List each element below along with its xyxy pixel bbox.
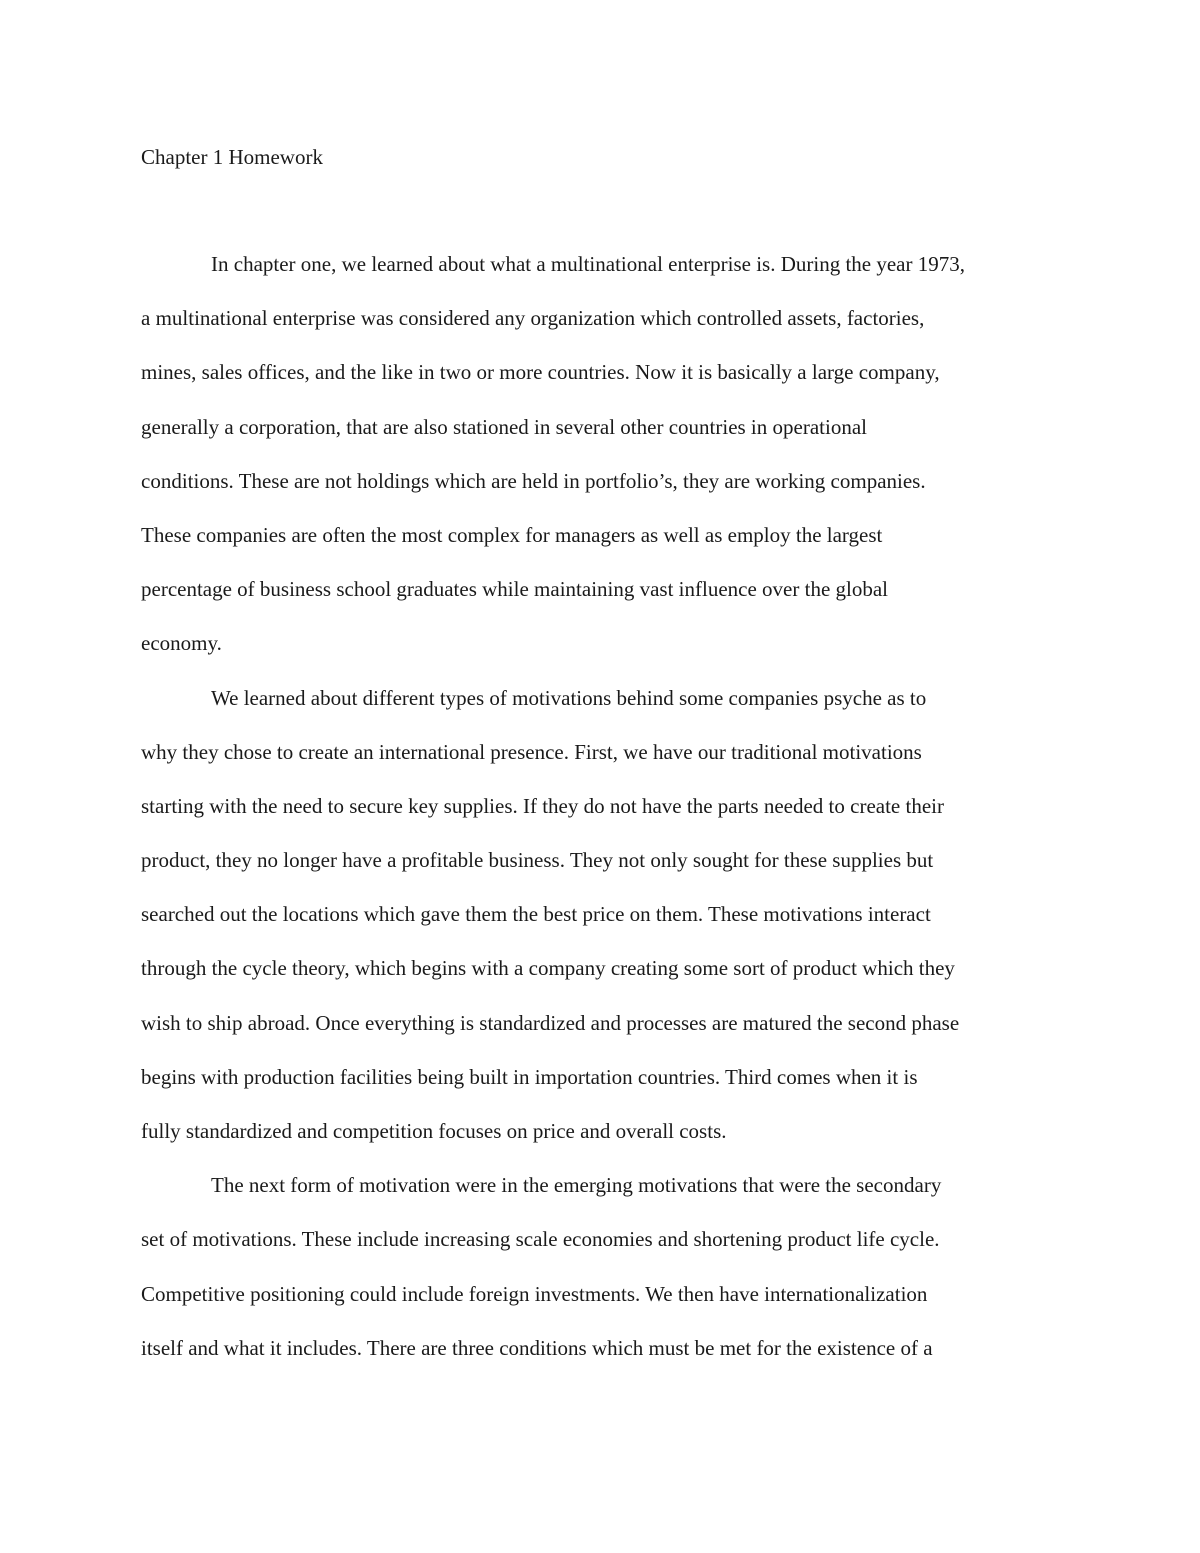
paragraph-3-line-1: The next form of motivation were in the emerging motivations that were the secondary [211, 1173, 942, 1198]
paragraph-2-line-3: starting with the need to secure key supplies. If they do not have the parts needed to create their [141, 793, 944, 818]
paragraph-2-line-2: why they chose to create an international presence. First, we have our traditional motivations [141, 739, 922, 764]
paragraph-2-line-6: through the cycle theory, which begins with a company creating some sort of product which they [141, 956, 955, 981]
document-body [141, 250, 1071, 1388]
paragraph-1-line-3: mines, sales offices, and the like in two or more countries. Now it is basically a large company, [141, 360, 940, 385]
paragraph-3-line-3: Competitive positioning could include foreign investments. We then have internationalization [141, 1281, 928, 1306]
document-title: Chapter 1 Homework [141, 145, 323, 169]
paragraph-1-line-4: generally a corporation, that are also stationed in several other countries in operational [141, 414, 867, 439]
paragraph-1-line-2: a multinational enterprise was considered any organization which controlled assets, factories, [141, 306, 925, 331]
paragraph-2-line-5: searched out the locations which gave them the best price on them. These motivations interact [141, 902, 931, 927]
paragraph-3-line-4: itself and what it includes. There are three conditions which must be met for the existence of a [141, 1335, 933, 1360]
paragraph-1-line-8: economy. [141, 631, 222, 656]
paragraph-3-line-2: set of motivations. These include increasing scale economies and shortening product life cycle. [141, 1227, 940, 1252]
paragraph-2-line-7: wish to ship abroad. Once everything is standardized and processes are matured the second phase [141, 1010, 960, 1035]
paragraph-1-line-7: percentage of business school graduates while maintaining vast influence over the global [141, 577, 889, 602]
paragraph-1-line-1: In chapter one, we learned about what a multinational enterprise is. During the year 1973, [211, 252, 965, 276]
paragraph-2-line-4: product, they no longer have a profitable business. They not only sought for these supplies but [141, 848, 934, 873]
paragraph-2-line-9: fully standardized and competition focuses on price and overall costs. [141, 1119, 727, 1143]
paragraph-2-line-8: begins with production facilities being built in importation countries. Third comes when it is [141, 1064, 918, 1089]
paragraph-2-line-1: We learned about different types of motivations behind some companies psyche as to [211, 685, 927, 710]
paragraph-1-line-6: These companies are often the most complex for managers as well as employ the largest [141, 522, 883, 547]
paragraph-1-line-5: conditions. These are not holdings which are held in portfolio’s, they are working companies. [141, 468, 926, 493]
